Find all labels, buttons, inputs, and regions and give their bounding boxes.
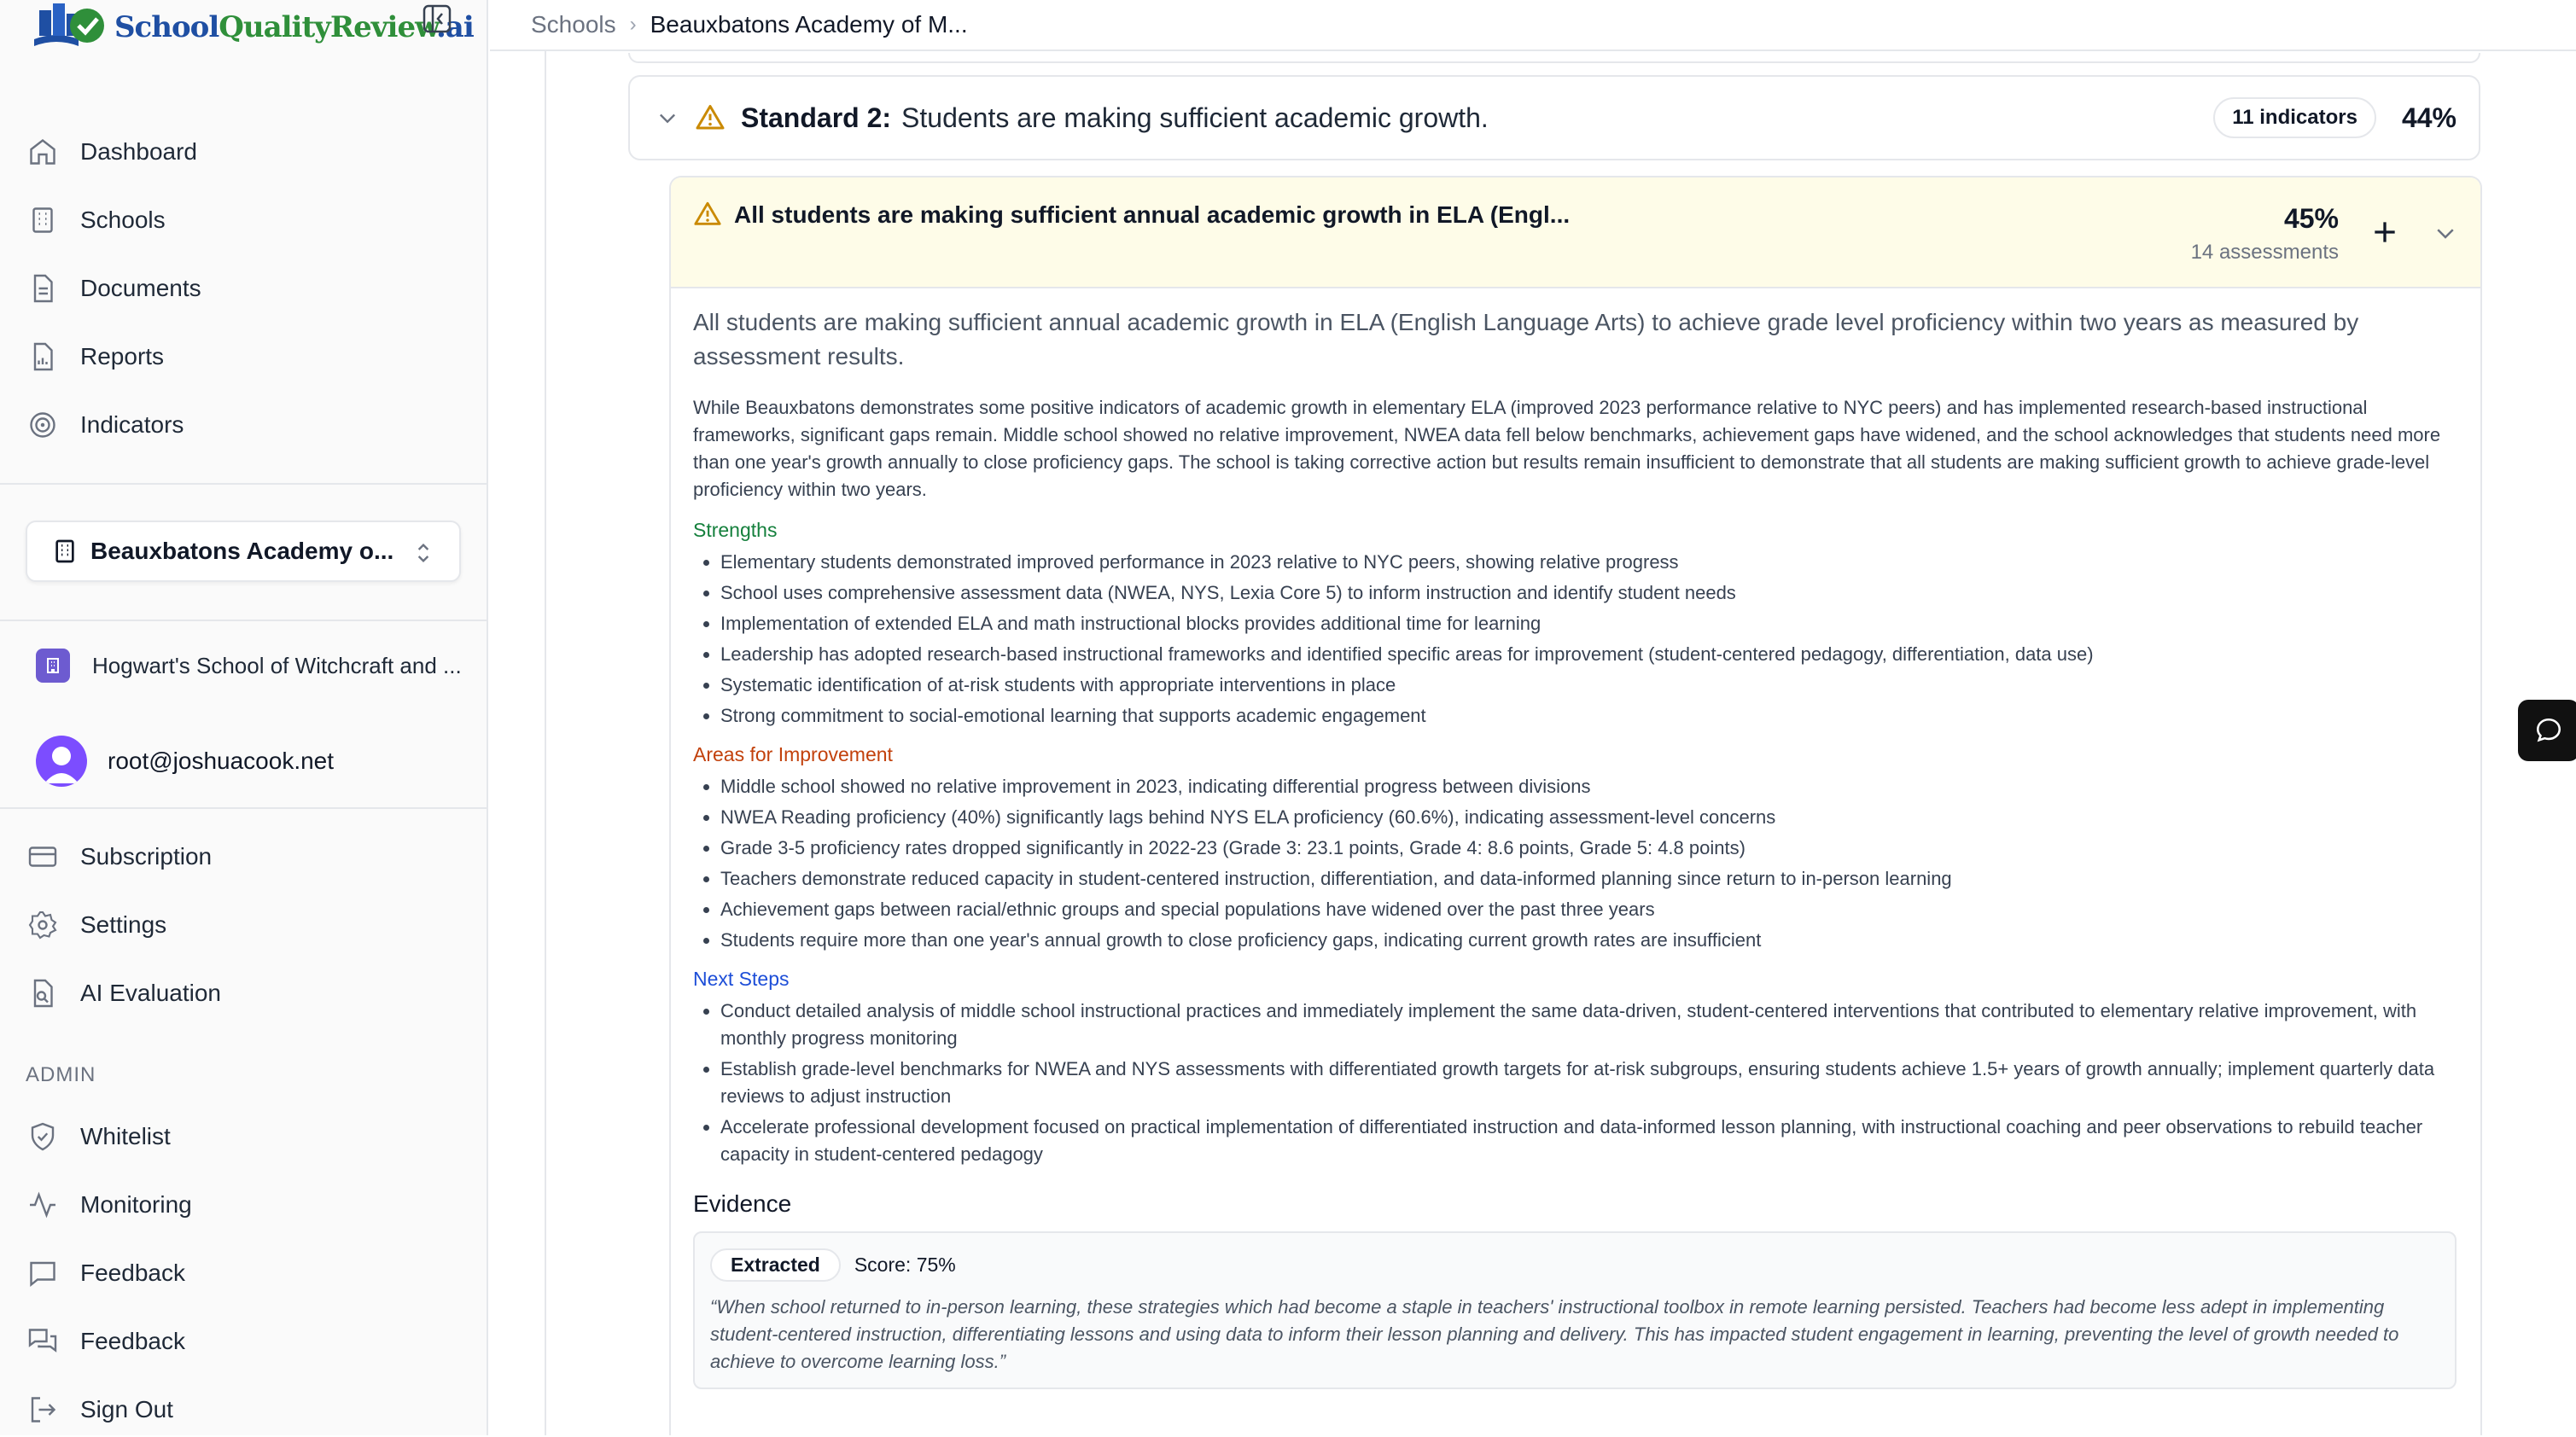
warning-icon xyxy=(695,102,726,133)
building-icon xyxy=(26,203,60,237)
standard-number: Standard 2: xyxy=(741,102,892,133)
chevron-down-icon[interactable] xyxy=(656,106,679,130)
improvement-heading: Areas for Improvement xyxy=(693,743,893,765)
breadcrumb-current: Beauxbatons Academy of M... xyxy=(650,11,968,38)
nav-whitelist[interactable] xyxy=(26,1109,461,1164)
organization-name: Hogwart's School of Witchcraft and ... xyxy=(92,652,462,678)
list-item: • NWEA Reading proficiency (40%) significantly lags behind NYS ELA proficiency (60.6%), indicating assessment-level concerns xyxy=(720,804,2457,831)
nav-reports[interactable] xyxy=(26,329,461,384)
indicator-description: All students are making sufficient annual academic growth in ELA (English Language Arts) to achieve grade level proficiency within two years as measured by assessment results. xyxy=(693,309,2359,369)
evidence-heading: Evidence xyxy=(693,1190,792,1217)
school-selector[interactable] xyxy=(26,521,461,582)
app-logo[interactable] xyxy=(31,0,474,55)
nav-label: Documents xyxy=(80,275,201,301)
list-item: • Conduct detailed analysis of middle school instructional practices and immediately implement the same data-driven, student-centered interventions that contributed to elementary relative improvement, with monthly progress monitoring xyxy=(720,998,2457,1052)
home-icon xyxy=(26,135,60,169)
evidence-score: Score: 75% xyxy=(854,1254,956,1276)
chevron-down-icon[interactable] xyxy=(2433,220,2458,246)
target-icon xyxy=(26,408,60,442)
nav-documents[interactable] xyxy=(26,261,461,316)
nav-label: Reports xyxy=(80,343,165,369)
avatar xyxy=(36,736,87,787)
sidebar-divider xyxy=(0,620,488,621)
gear-icon xyxy=(26,908,60,942)
organization-icon xyxy=(36,649,70,683)
list-item: • Elementary students demonstrated improved performance in 2023 relative to NYC peers, showing relative progress xyxy=(720,549,2457,576)
list-item: • Students require more than one year's annual growth to close proficiency gaps, indicating current growth rates are insufficient xyxy=(720,927,2457,954)
previous-standard-card-edge xyxy=(628,53,2480,63)
document-icon xyxy=(26,271,60,305)
nav-label: AI Evaluation xyxy=(80,980,221,1006)
organization-switcher[interactable] xyxy=(36,649,462,683)
improvement-list xyxy=(693,773,2457,954)
breadcrumb-separator: › xyxy=(629,13,637,36)
user-email: root@joshuacook.net xyxy=(108,748,335,774)
ai-evaluation-icon xyxy=(26,976,60,1010)
strengths-heading: Strengths xyxy=(693,519,778,541)
standard-card[interactable] xyxy=(628,75,2480,160)
list-item: • Implementation of extended ELA and math instructional blocks provides additional time for learning xyxy=(720,610,2457,637)
evidence-type-badge: Extracted xyxy=(710,1248,841,1282)
nav-label: Feedback xyxy=(80,1260,185,1286)
indicator-count-badge: 11 indicators xyxy=(2213,97,2376,138)
nav-sign-out[interactable] xyxy=(26,1382,461,1437)
strengths-list xyxy=(693,549,2457,730)
list-item: • Establish grade-level benchmarks for NWEA and NYS assessments with differentiated growth targets for at-risk subgroups, ensuring students achieve 1.5+ years of growth annually; implement quarterly data reviews to adjust instruction xyxy=(720,1056,2457,1110)
nav-monitoring[interactable] xyxy=(26,1178,461,1232)
sign-out-icon xyxy=(26,1393,60,1427)
indicator-header[interactable] xyxy=(671,177,2480,288)
shield-check-icon xyxy=(26,1120,60,1154)
school-selector-label: Beauxbatons Academy o... xyxy=(90,538,394,564)
indicator-summary: While Beauxbatons demonstrates some positive indicators of academic growth in elementary ELA (improved 2023 performance relative to NYC peers) and has implemented research-based instructional frameworks, significant gaps remain. Middle school showed no relative improvement, NWEA data fell below benchmarks, achievement gaps have widened, and the school acknowledges that students need more than one year's growth annually to close proficiency gaps. The school is taking corrective action but results remain insufficient to demonstrate that all students are making sufficient growth to achieve grade-level proficiency within two years. xyxy=(693,397,2441,500)
warning-icon xyxy=(693,200,722,229)
nav-label: Indicators xyxy=(80,411,184,438)
list-item: • Strong commitment to social-emotional learning that supports academic engagement xyxy=(720,702,2457,730)
list-item: • Grade 3-5 proficiency rates dropped significantly in 2022-23 (Grade 3: 23.1 points, Grade 4: 8.6 points, Grade 5: 4.8 points) xyxy=(720,835,2457,862)
nav-feedback[interactable] xyxy=(26,1246,461,1300)
logo-mark-icon xyxy=(31,2,109,53)
next-steps-heading: Next Steps xyxy=(693,968,790,990)
indicator-card xyxy=(669,176,2482,1435)
nav-label: Monitoring xyxy=(80,1191,192,1218)
chevrons-up-down-icon xyxy=(410,539,437,567)
nav-label: Sign Out xyxy=(80,1396,173,1422)
plus-icon[interactable] xyxy=(2368,215,2402,249)
sidebar-divider xyxy=(0,483,488,485)
messages-icon xyxy=(26,1324,60,1358)
indicator-title: All students are making sufficient annual academic growth in ELA (Engl... xyxy=(734,201,1571,228)
credit-card-icon xyxy=(26,840,60,874)
sidebar xyxy=(0,0,488,1435)
list-item: • Leadership has adopted research-based instructional frameworks and identified specific areas for improvement (student-centered pedagogy, differentiation, data use) xyxy=(720,641,2457,668)
evidence-item xyxy=(693,1231,2457,1389)
indicator-percent: 45% xyxy=(2283,203,2339,234)
nav-label: Feedback xyxy=(80,1328,185,1354)
list-item: • Teachers demonstrate reduced capacity in student-centered instruction, differentiation, and data-informed planning since return to in-person learning xyxy=(720,865,2457,893)
indicator-body xyxy=(693,305,2457,1389)
report-icon xyxy=(26,340,60,374)
logo-text: SchoolQualityReview.ai xyxy=(114,10,474,44)
list-item: • School uses comprehensive assessment data (NWEA, NYS, Lexia Core 5) to inform instruction and identify student needs xyxy=(720,579,2457,607)
list-item: • Accelerate professional development focused on practical implementation of differentiated instruction and data-informed lesson planning, with instructional coaching and peer observations to rebuild teacher capacity in student-centered pedagogy xyxy=(720,1114,2457,1168)
activity-icon xyxy=(26,1188,60,1222)
nav-label: Schools xyxy=(80,207,166,233)
nav-feedback-admin[interactable] xyxy=(26,1314,461,1369)
next-steps-list xyxy=(693,998,2457,1168)
user-menu[interactable] xyxy=(36,736,334,787)
message-square-icon xyxy=(26,1256,60,1290)
sidebar-divider xyxy=(0,807,488,809)
standard-title: Students are making sufficient academic growth. xyxy=(901,102,1489,133)
nav-ai-evaluation[interactable] xyxy=(26,966,461,1021)
list-item: • Achievement gaps between racial/ethnic groups and special populations have widened over the past three years xyxy=(720,896,2457,923)
breadcrumb-schools[interactable]: Schools xyxy=(531,11,616,38)
assessment-count: 14 assessments xyxy=(2190,241,2339,264)
admin-section-label: ADMIN xyxy=(26,1063,96,1086)
evidence-quote: “When school returned to in-person learning, these strategies which had become a staple in teachers' instructional toolbox in remote learning persisted. Teachers had become less adept in implementing student-centered instruction, differentiating lessons and using data to inform their lesson planning and delivery. This has impacted student engagement in learning, preventing the level of growth needed to achieve to overcome learning loss.” xyxy=(710,1296,2399,1372)
chat-bubble-icon xyxy=(2534,716,2563,745)
nav-dashboard[interactable] xyxy=(26,125,461,179)
nav-settings[interactable] xyxy=(26,898,461,952)
nav-indicators[interactable] xyxy=(26,398,461,452)
building-icon xyxy=(51,538,79,565)
nav-label: Whitelist xyxy=(80,1123,171,1149)
top-header xyxy=(490,0,2576,51)
standard-percent: 44% xyxy=(2401,102,2457,133)
nav-label: Dashboard xyxy=(80,138,197,165)
chat-button[interactable] xyxy=(2518,700,2576,761)
list-item: • Middle school showed no relative improvement in 2023, indicating differential progress between divisions xyxy=(720,773,2457,800)
nav-schools[interactable] xyxy=(26,193,461,247)
collapse-sidebar-icon[interactable] xyxy=(422,3,452,34)
nav-label: Subscription xyxy=(80,843,213,870)
list-item: • Systematic identification of at-risk students with appropriate interventions in place xyxy=(720,672,2457,699)
nav-label: Settings xyxy=(80,911,167,938)
nav-subscription[interactable] xyxy=(26,829,461,884)
